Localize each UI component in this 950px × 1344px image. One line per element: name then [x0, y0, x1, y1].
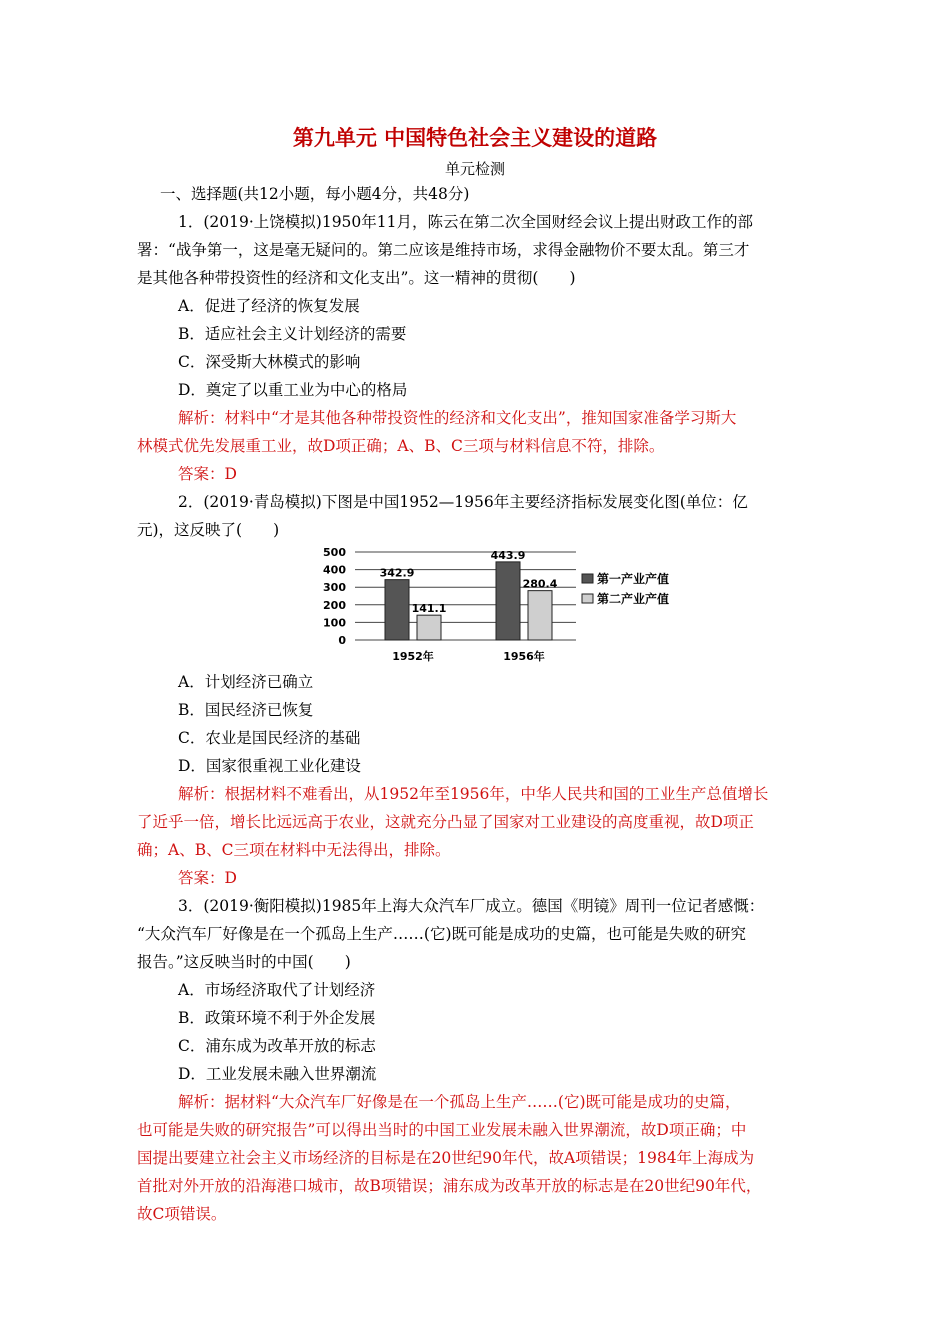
legend-swatch [582, 574, 593, 583]
q3-analysis-line2: 也可能是失败的研究报告”可以得出当时的中国工业发展未融入世界潮流，故D项正确；中 [137, 1121, 747, 1139]
y-tick-label: 500 [323, 546, 346, 559]
q2-option-b: B．国民经济已恢复 [178, 701, 314, 719]
legend-swatch [582, 594, 593, 603]
q1-option-d: D．奠定了以重工业为中心的格局 [178, 381, 408, 399]
y-tick-label: 100 [323, 616, 346, 630]
y-tick-label: 400 [323, 563, 346, 577]
q1-option-b: B．适应社会主义计划经济的需要 [178, 325, 407, 343]
q3-option-a: A．市场经济取代了计划经济 [178, 981, 376, 999]
q1-option-a: A．促进了经济的恢复发展 [178, 297, 360, 315]
legend-label: 第二产业产值 [597, 592, 670, 606]
bar [528, 591, 552, 640]
q2-option-c: C．农业是国民经济的基础 [178, 729, 361, 747]
q2-option-d: D．国家很重视工业化建设 [178, 757, 361, 775]
data-label: 443.9 [490, 548, 526, 562]
q3-option-b: B．政策环境不利于外企发展 [178, 1009, 376, 1027]
q2-analysis-line1: 解析：根据材料不难看出，从1952年至1956年，中华人民共和国的工业生产总值增长 [178, 785, 769, 803]
q1-stem-line3: 是其他各种带投资性的经济和文化支出”。这一精神的贯彻( ) [137, 269, 576, 287]
q1-stem-line2: 署：“战争第一，这是毫无疑问的。第二应该是维持市场，求得金融物价不要太乱。第三才 [137, 241, 750, 259]
q2-analysis-line3: 确；A、B、C三项在材料中无法得出，排除。 [137, 841, 451, 859]
chart-x-categories [392, 649, 545, 663]
q2-stem-line2: 元)，这反映了( ) [137, 521, 280, 539]
q1-analysis-line1: 解析：材料中“才是其他各种带投资性的经济和文化支出”，推知国家准备学习斯大 [178, 409, 737, 427]
bar [385, 580, 409, 640]
q3-analysis-line3: 国提出要建立社会主义市场经济的目标是在20世纪90年代，故A项错误；1984年上海成为 [137, 1149, 755, 1167]
legend-label: 第一产业产值 [597, 572, 670, 586]
q2-stem-line1: 2．(2019·青岛模拟)下图是中国1952—1956年主要经济指标发展变化图(单位：亿 [178, 493, 748, 511]
q3-option-d: D．工业发展未融入世界潮流 [178, 1065, 377, 1083]
chart-legend [582, 571, 669, 606]
y-tick-label: 300 [323, 581, 346, 595]
economic-indicator-bar-chart [318, 543, 688, 668]
q3-analysis-line5: 故C项错误。 [137, 1205, 227, 1223]
q1-answer: 答案：D [178, 465, 237, 483]
bar [496, 562, 520, 640]
bar [417, 615, 441, 640]
q3-stem-line1: 3．(2019·衡阳模拟)1985年上海大众汽车厂成立。德国《明镜》周刊一位记者感慨： [178, 897, 765, 915]
y-tick-label: 200 [323, 598, 346, 612]
x-category-label: 1952年 [392, 650, 434, 663]
data-label: 342.9 [379, 566, 415, 580]
data-label: 141.1 [411, 602, 447, 616]
unit-subtitle: 单元检测 [444, 160, 505, 178]
q1-stem-line1: 1．(2019·上饶模拟)1950年11月，陈云在第二次全国财经会议上提出财政工作的部 [178, 213, 754, 231]
q3-analysis-line1: 解析：据材料“大众汽车厂好像是在一个孤岛上生产……(它)既可能是成功的史篇， [178, 1093, 741, 1111]
unit-title: 第九单元 中国特色社会主义建设的道路 [292, 126, 658, 150]
x-category-label: 1956年 [503, 650, 545, 663]
q3-stem-line3: 报告。”这反映当时的中国( ) [137, 953, 351, 971]
q2-option-a: A．计划经济已确立 [178, 673, 314, 691]
q3-option-c: C．浦东成为改革开放的标志 [178, 1037, 376, 1055]
data-label: 280.4 [522, 577, 558, 591]
chart-y-ticks [323, 546, 346, 647]
q3-stem-line2: “大众汽车厂好像是在一个孤岛上生产……(它)既可能是成功的史篇，也可能是失败的研究 [137, 925, 747, 943]
q1-option-c: C．深受斯大林模式的影响 [178, 353, 361, 371]
section-heading: 一、选择题(共12小题，每小题4分，共48分) [160, 185, 470, 203]
q3-analysis-line4: 首批对外开放的沿海港口城市，故B项错误；浦东成为改革开放的标志是在20世纪90年代， [137, 1177, 762, 1195]
q1-analysis-line2: 林模式优先发展重工业，故D项正确；A、B、C三项与材料信息不符，排除。 [137, 437, 665, 455]
y-tick-label: 0 [338, 634, 346, 647]
q2-analysis-line2: 了近乎一倍，增长比远远高于农业，这就充分凸显了国家对工业建设的高度重视，故D项正 [137, 813, 754, 831]
q2-answer: 答案：D [178, 869, 237, 887]
